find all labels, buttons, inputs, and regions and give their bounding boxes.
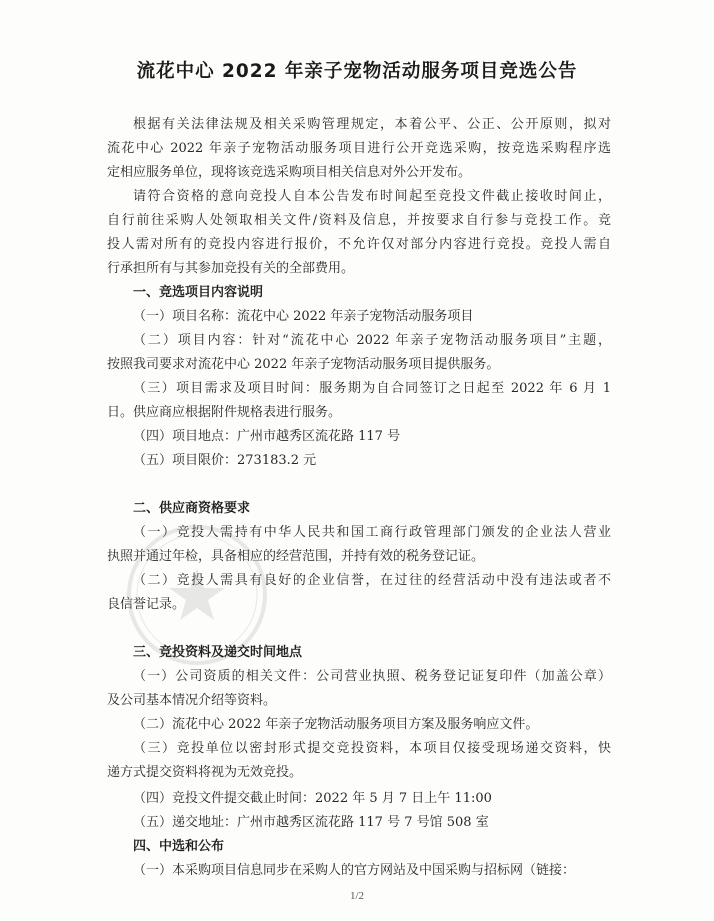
intro-line-3: 定相应服务单位，现将该竞选采购项目相关信息对外公开发布。 [107,165,472,180]
s3-item-4: （四）竞投文件提交截止时间：2022 年 5 月 7 日上午 11:00 [133,791,492,806]
invite-line-1: 请符合资格的意向竞投人自本公告发布时间起至竞投文件截止接收时间止， [133,189,611,204]
document-title: 流花中心 2022 年亲子宠物活动服务项目竞选公告 [136,61,578,82]
s2-item-1-line-1: （一）竞投人需持有中华人民共和国工商行政管理部门颁发的企业法人营业 [133,525,611,540]
s1-item-2-line-1: （二）项目内容：针对“流花中心 2022 年亲子宠物活动服务项目”主题， [133,333,611,348]
intro-line-2: 流花中心 2022 年亲子宠物活动服务项目进行公开竞选采购，按竞选采购程序选 [107,141,611,156]
section-1-heading: 一、竞选项目内容说明 [133,285,264,300]
s1-item-5: （五）项目限价：273183.2 元 [133,453,317,468]
section-4-heading: 四、中选和公布 [133,839,225,854]
s2-item-2-line-2: 良信誉记录。 [107,597,186,612]
s3-item-2: （二）流花中心 2022 年亲子宠物活动服务项目方案及服务响应文件。 [133,717,539,732]
s3-item-1-line-1: （一）公司资质的相关文件：公司营业执照、税务登记证复印件（加盖公章） [133,669,611,684]
s3-item-1-line-2: 及公司基本情况介绍等资料。 [107,693,277,708]
invite-line-3: 投人需对所有的竞投内容进行报价，不允许仅对部分内容进行竞投。竞投人需自 [107,237,611,252]
s3-item-3-line-2: 递方式提交资料将视为无效竞投。 [107,765,303,780]
s1-item-4: （四）项目地点：广州市越秀区流花路 117 号 [133,429,401,444]
intro-line-1: 根据有关法律法规及相关采购管理规定，本着公平、公正、公开原则，拟对 [133,117,611,132]
s1-item-3-line-2: 日。供应商应根据附件规格表进行服务。 [107,405,342,420]
s1-item-3-line-1: （三）项目需求及项目时间：服务期为自合同签订之日起至 2022 年 6 月 1 [133,381,611,396]
s1-item-2-line-2: 按照我司要求对流花中心 2022 年亲子宠物活动服务项目提供服务。 [107,357,500,372]
s3-item-5: （五）递交地址：广州市越秀区流花路 117 号 7 号馆 508 室 [133,815,489,830]
page-number: 1/2 [349,890,365,902]
s2-item-1-line-2: 执照并通过年检，具备相应的经营范围，并持有效的税务登记证。 [107,549,485,564]
s1-item-1: （一）项目名称：流花中心 2022 年亲子宠物活动服务项目 [133,309,474,324]
section-2-heading: 二、供应商资格要求 [133,501,251,516]
s2-item-2-line-1: （二）竞投人需具有良好的企业信誉，在过往的经营活动中没有违法或者不 [133,573,611,588]
invite-line-4: 行承担所有与其参加竞投有关的全部费用。 [107,261,355,276]
s3-item-3-line-1: （三）竞投单位以密封形式提交竞投资料，本项目仅接受现场递交资料，快 [133,741,611,756]
invite-line-2: 自行前往采购人处领取相关文件/资料及信息，并按要求自行参与竞投工作。竞 [107,213,611,228]
section-3-heading: 三、竞投资料及递交时间地点 [133,645,303,660]
s4-item-1: （一）本采购项目信息同步在采购人的官方网站及中国采购与招标网（链接： [133,863,576,878]
